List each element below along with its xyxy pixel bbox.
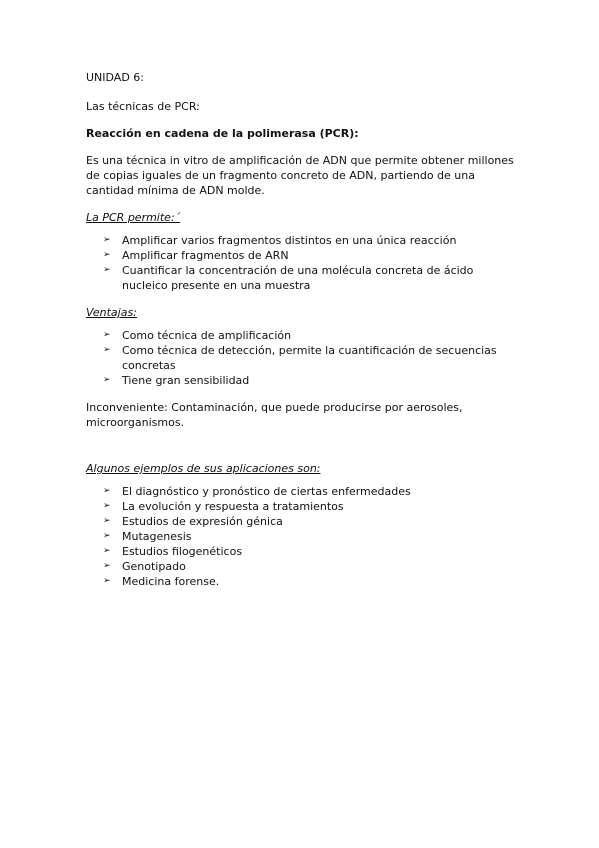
arrow-bullet-icon: ➢ [103,516,111,526]
list-item: ➢ Como técnica de amplificación [103,329,292,342]
arrow-bullet-icon: ➢ [103,375,111,385]
inconveniente-paragraph: Inconveniente: Contaminación, que puede producirse por aerosoles, microorganismos. [86,401,463,429]
list-item: ➢ Amplificar varios fragmentos distintos en una única reacción [103,234,457,247]
arrow-bullet-icon: ➢ [103,531,111,541]
subtitle: Las técnicas de PCR: [86,100,200,113]
permite-heading: La PCR permite:´ [86,211,181,224]
arrow-bullet-icon: ➢ [103,345,111,355]
arrow-bullet-icon: ➢ [103,546,111,556]
ventajas-list [86,328,516,388]
unit-title: UNIDAD 6: [86,71,144,84]
list-item: ➢ La evolución y respuesta a tratamientos [103,500,344,513]
arrow-bullet-icon: ➢ [103,501,111,511]
list-item: ➢ Mutagenesis [103,530,192,543]
list-item: ➢ Tiene gran sensibilidad [103,374,250,387]
arrow-bullet-icon: ➢ [103,486,111,496]
section-heading: Reacción en cadena de la polimerasa (PCR): [86,127,359,140]
arrow-bullet-icon: ➢ [103,561,111,571]
list-item: ➢ Estudios filogenéticos [103,545,243,558]
ventajas-heading: Ventajas: [86,306,137,319]
list-item: ➢ Genotipado [103,560,186,573]
list-item: ➢ Amplificar fragmentos de ARN [103,249,289,262]
arrow-bullet-icon: ➢ [103,576,111,586]
aplicaciones-list [86,484,516,589]
document-body [86,70,516,589]
list-item: ➢ El diagnóstico y pronóstico de ciertas enfermedades [103,485,411,498]
list-item: ➢ Estudios de expresión génica [103,515,283,528]
list-item: ➢ Como técnica de detección, permite la cuantificación de secuencias concretas [103,344,497,372]
arrow-bullet-icon: ➢ [103,330,111,340]
intro-paragraph: Es una técnica in vitro de amplificación de ADN que permite obtener millones de copias iguales de un fragmento concreto de ADN, partiendo de una cantidad mínima de ADN molde. [86,154,514,197]
arrow-bullet-icon: ➢ [103,265,111,275]
arrow-bullet-icon: ➢ [103,250,111,260]
list-item: ➢ Cuantificar la concentración de una molécula concreta de ácido nucleico presente en una muestra [103,264,474,292]
permite-list [86,233,516,293]
list-item: ➢ Medicina forense. [103,575,220,588]
aplicaciones-heading: Algunos ejemplos de sus aplicaciones son: [86,462,321,475]
arrow-bullet-icon: ➢ [103,235,111,245]
